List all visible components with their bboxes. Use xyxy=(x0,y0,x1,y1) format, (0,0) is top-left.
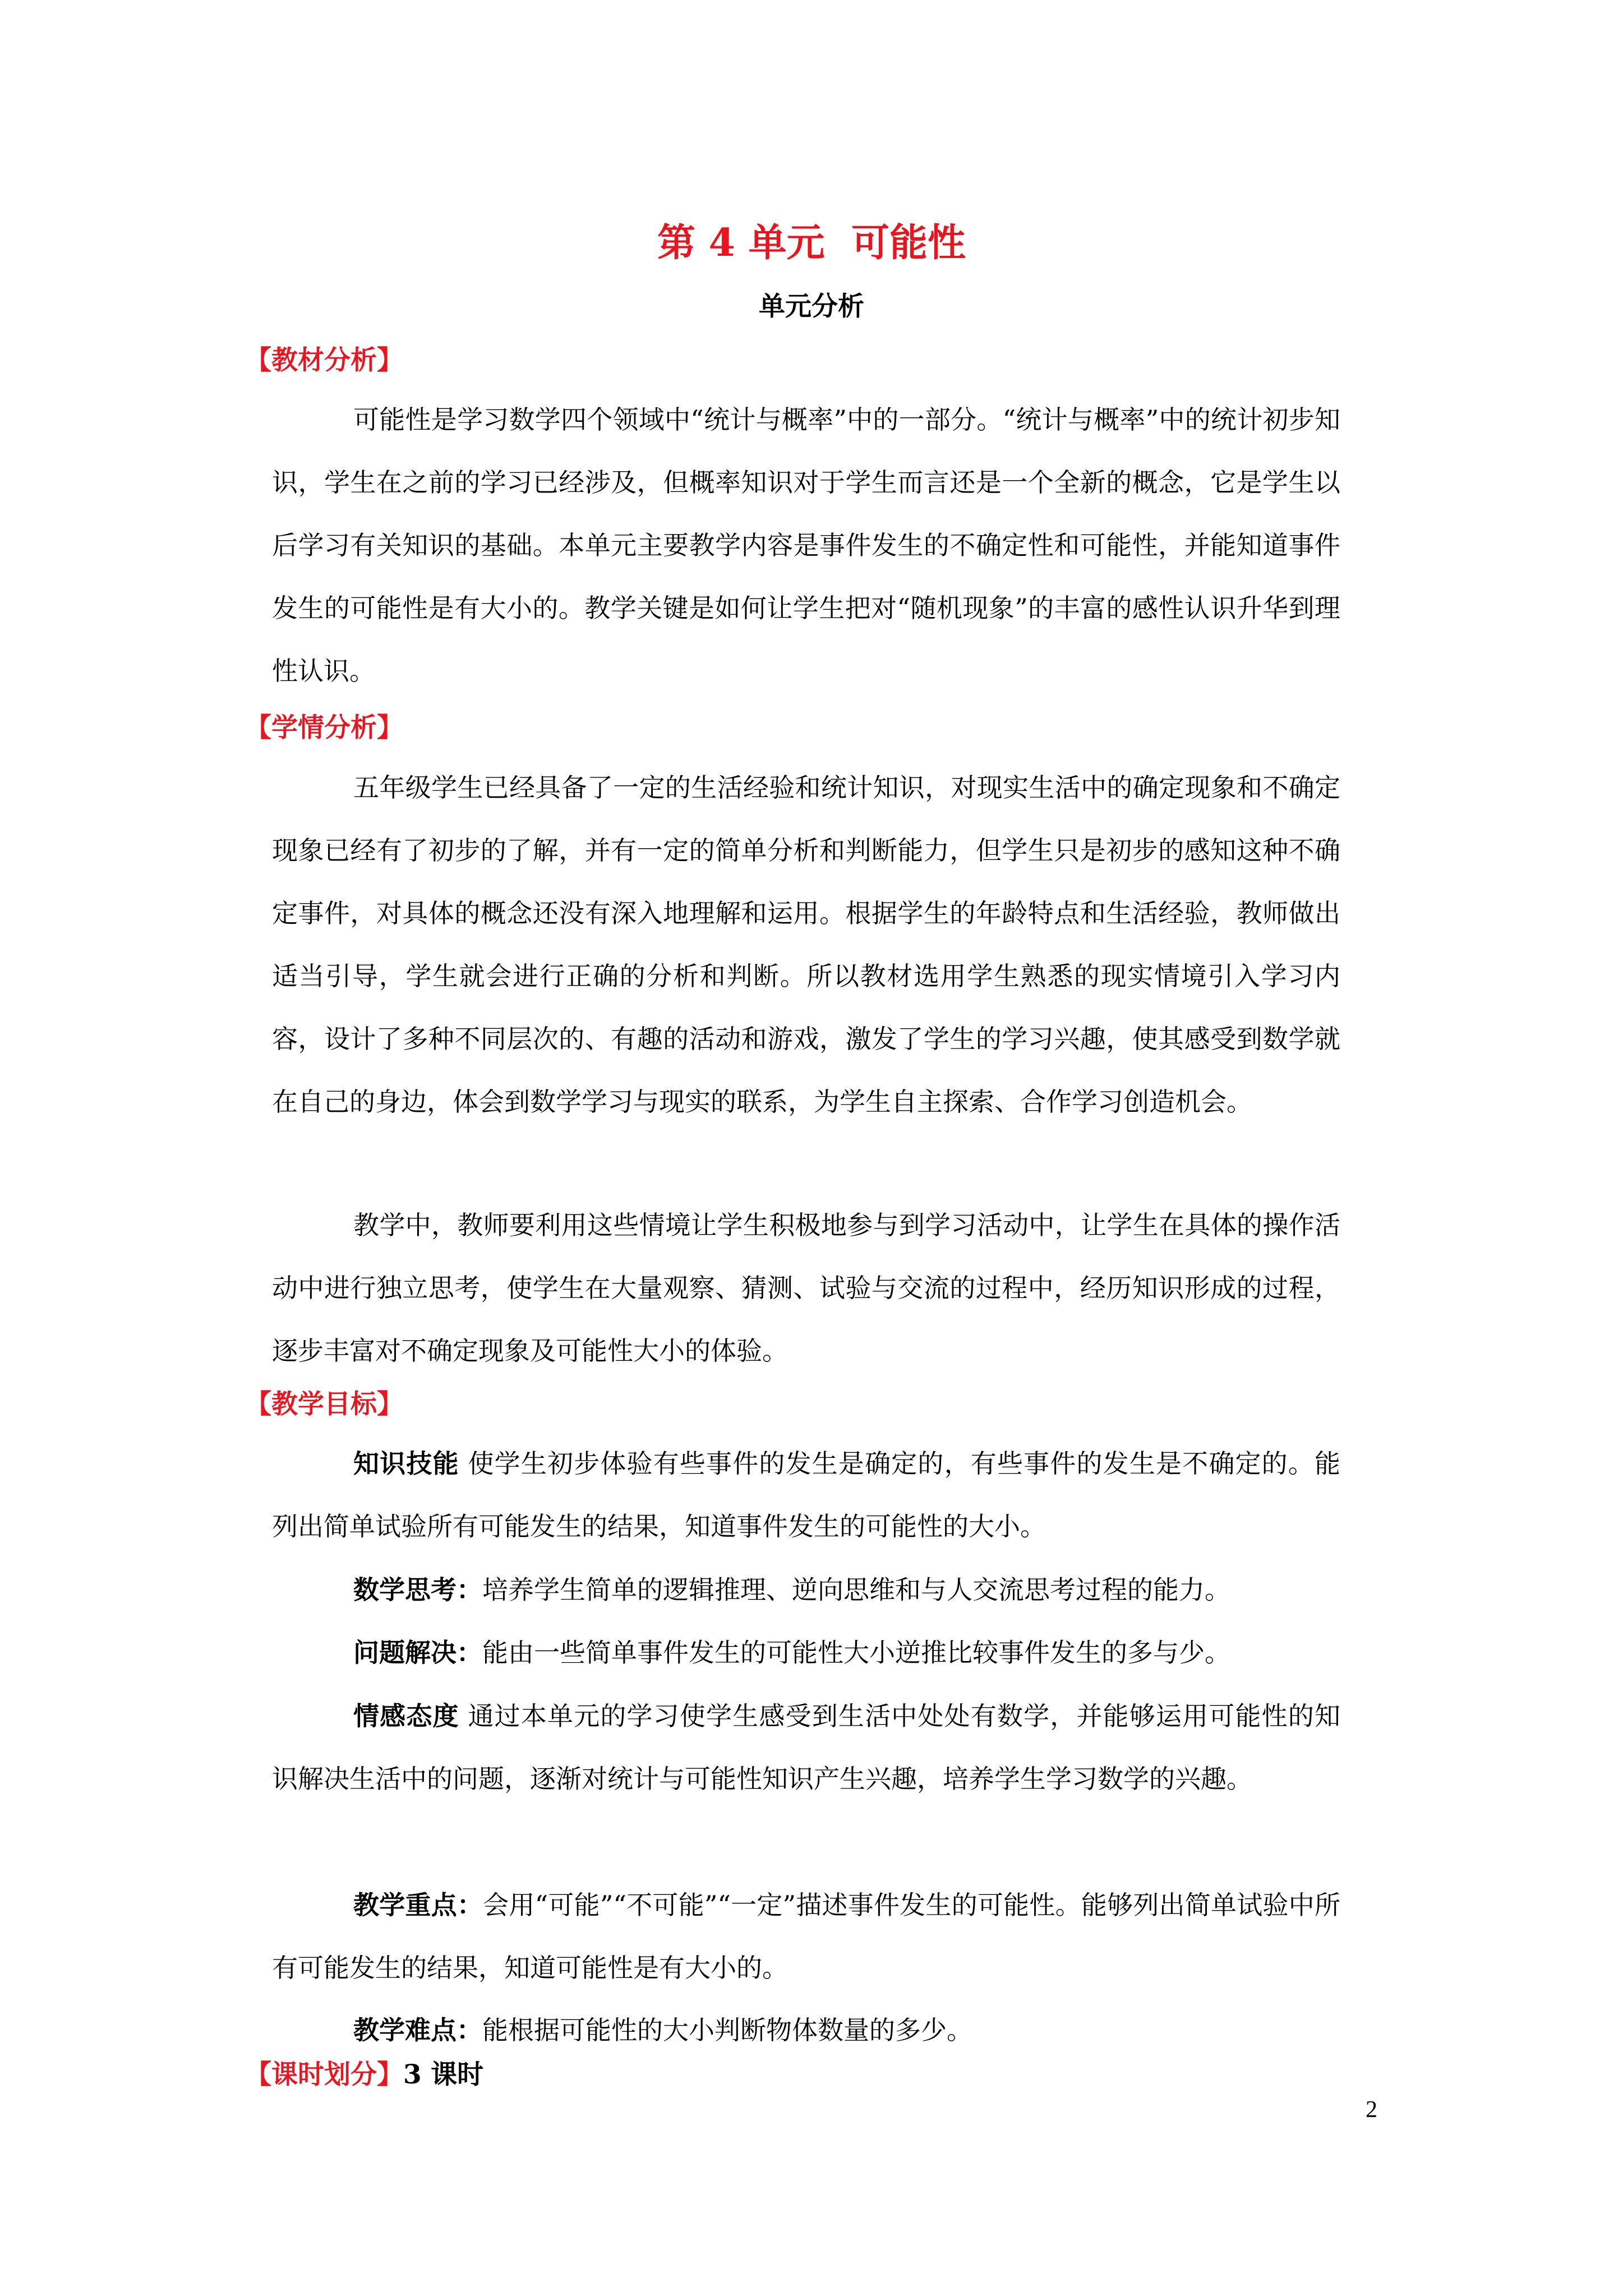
goal-text: 通过本单元的学习使学生感受到生活中处处有数学，并能够运用可能性的知识解决生活中的问题，逐渐对统计与可能性知识产生兴趣，培养学生学习数学的兴趣。 xyxy=(272,1701,1341,1794)
section-heading-student-analysis: 【学情分析】 xyxy=(245,712,403,743)
paragraph-student-analysis-2: 教学中，教师要利用这些情境让学生积极地参与到学习活动中，让学生在具体的操作活动中进行独立思考，使学生在大量观察、猜测、试验与交流的过程中，经历知识形成的过程，逐步丰富对不确定现象及可能性大小的体验。 xyxy=(272,1210,1340,1366)
goal-label: 教学重点： xyxy=(353,1890,483,1920)
goal-knowledge-skills xyxy=(272,1432,1340,1558)
paragraph-student-analysis-1: 五年级学生已经具备了一定的生活经验和统计知识，对现实生活中的确定现象和不确定现象已经有了初步的了解，并有一定的简单分析和判断能力，但学生只是初步的感知这种不确定事件，对具体的概念还没有深入地理解和运用。根据学生的年龄特点和生活经验，教师做出适当引导，学生就会进行正确的分析和判断。所以教材选用学生熟悉的现实情境引入学习内容，设计了多种不同层次的、有趣的活动和游戏，激发了学生的学习兴趣，使其感受到数学就在自己的身边，体会到数学学习与现实的联系，为学生自主探索、合作学习创造机会。 xyxy=(272,772,1340,1117)
section-heading-teaching-goals: 【教学目标】 xyxy=(245,1389,403,1420)
goal-text: 培养学生简单的逻辑推理、逆向思维和与人交流思考过程的能力。 xyxy=(482,1575,1230,1605)
goal-label: 教学难点： xyxy=(353,2015,482,2045)
lesson-count: 3 课时 xyxy=(403,2059,484,2090)
goal-label: 数学思考： xyxy=(353,1575,482,1605)
goal-label: 知识技能 xyxy=(353,1448,459,1479)
goal-text: 使学生初步体验有些事件的发生是确定的，有些事件的发生是不确定的。能列出简单试验所有可能发生的结果，知道事件发生的可能性的大小。 xyxy=(272,1448,1341,1542)
teaching-key-points xyxy=(272,1874,1340,1999)
goal-text: 能根据可能性的大小判断物体数量的多少。 xyxy=(482,2015,972,2045)
goal-label: 情感态度 xyxy=(353,1701,459,1731)
document-title: 第 4 单元 可能性 xyxy=(657,220,966,265)
goal-problem-solving xyxy=(272,1621,1340,1684)
goal-math-thinking xyxy=(272,1558,1340,1621)
paragraph-textbook-analysis: 可能性是学习数学四个领域中“统计与概率”中的一部分。“统计与概率”中的统计初步知识，学生在之前的学习已经涉及，但概率知识对于学生而言还是一个全新的概念，它是学生以后学习有关知识的基础。本单元主要教学内容是事件发生的不确定性和可能性，并能知道事件发生的可能性是有大小的。教学关键是如何让学生把对“随机现象”的丰富的感性认识升华到理性认识。 xyxy=(272,404,1340,686)
section-heading-textbook-analysis: 【教材分析】 xyxy=(245,345,403,376)
goal-emotional-attitude xyxy=(272,1685,1340,1810)
goal-label: 问题解决： xyxy=(353,1637,482,1668)
goal-text: 会用“可能”“不可能”“一定”描述事件发生的可能性。能够列出简单试验中所有可能发生的结果，知道可能性是有大小的。 xyxy=(272,1890,1340,1983)
section-heading-label: 【课时划分】 xyxy=(245,2059,403,2090)
section-heading-lesson-division xyxy=(245,2053,483,2097)
document-subtitle: 单元分析 xyxy=(759,291,864,322)
goal-text: 能由一些简单事件发生的可能性大小逆推比较事件发生的多与少。 xyxy=(482,1637,1230,1668)
page-number: 2 xyxy=(1366,2097,1377,2123)
